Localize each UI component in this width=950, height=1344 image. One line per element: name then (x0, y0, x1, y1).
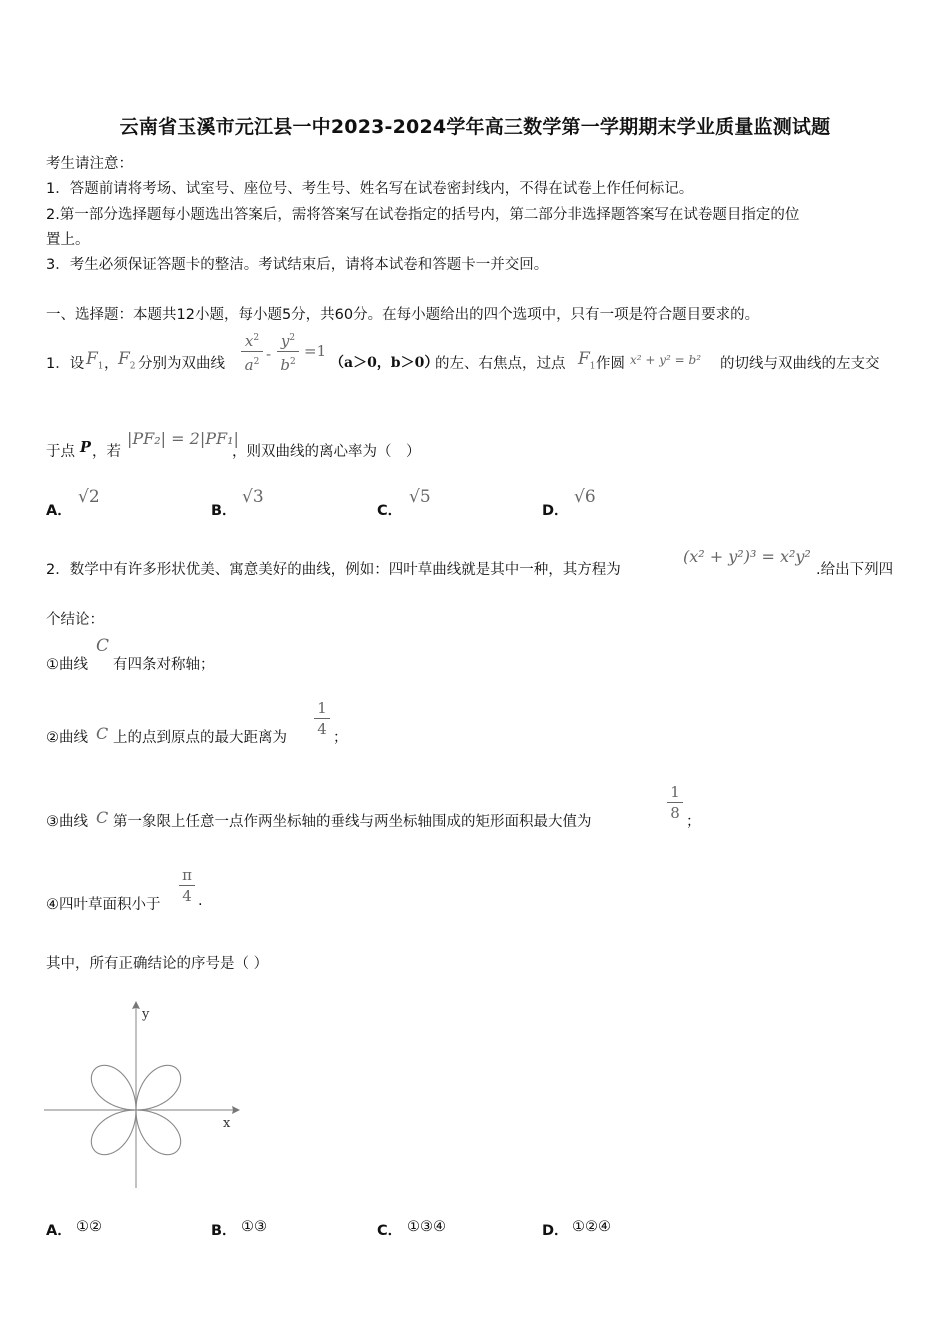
notice-item-1: 1．答题前请将考场、试室号、座位号、考生号、姓名写在试卷密封线内，不得在试卷上作任何标记。 (46, 181, 694, 197)
q2-option-c-label[interactable]: C． (377, 1223, 403, 1239)
q2-option-c-value: ①③④ (407, 1219, 446, 1235)
q2-option-b-label[interactable]: B． (211, 1223, 237, 1239)
q2-conclusion-1-text: 有四条对称轴； (113, 657, 215, 673)
page-title: 云南省玉溪市元江县一中2023-2024学年高三数学第一学期期末学业质量监测试题 (119, 116, 831, 138)
q2-conclusion-1-var: C (96, 636, 110, 656)
q1-option-c-label[interactable]: C． (377, 503, 403, 519)
q2-equation: (x² + y²)³ = x²y² (683, 547, 811, 566)
notice-item-3: 3．考生必须保证答题卡的整洁。考试结束后，请将本试卷和答题卡一并交回。 (46, 257, 549, 273)
q1-equals-one: =1 (304, 342, 327, 360)
q1-text-tangent: 的切线与双曲线的左支交 (720, 356, 880, 372)
q1-minus: - (266, 345, 272, 363)
q2-conclusion-3-fraction: 1 8 (667, 783, 683, 822)
q2-ask: 其中，所有正确结论的序号是（ ） (46, 956, 269, 972)
q2-conclusion-3-lead: ③曲线 (46, 814, 88, 830)
y-axis-label: y (142, 1007, 150, 1022)
x-axis-arrow (232, 1106, 240, 1114)
q2-conclusion-3-var: C (96, 808, 109, 827)
q1-text-foci: 的左、右焦点，过点 (435, 356, 566, 372)
q1-line2-if: ，若 (92, 444, 121, 460)
q1-fraction-y: $y^2$ $b^2$ (277, 329, 299, 374)
q2-conclusion-2-lead: ②曲线 (46, 730, 88, 746)
q2-conclusion-3-end: ； (686, 814, 701, 830)
q1-condition-ab: （a＞0，b＞0） (330, 355, 439, 371)
q1-f1: $F_1$ (86, 349, 104, 372)
q1-point-p: P (80, 439, 91, 456)
q2-option-a-label[interactable]: A． (46, 1223, 72, 1239)
x-axis-label: x (223, 1116, 231, 1131)
q1-option-a-label[interactable]: A． (46, 503, 72, 519)
q2-conclusion-2-end: ； (333, 730, 348, 746)
q1-text-hyperbola: 分别为双曲线 (138, 356, 225, 372)
q1-f2: $F_2$ (118, 349, 136, 372)
q1-comma: ， (104, 356, 119, 372)
q1-option-d-label[interactable]: D． (542, 503, 569, 519)
q1-option-c-value: √5 (409, 487, 431, 507)
q2-lead-end: .给出下列四 (816, 562, 894, 578)
notice-item-2-cont: 置上。 (46, 232, 90, 248)
q1-f1-point: $F_1$ (578, 349, 596, 372)
q2-option-d-value: ①②④ (572, 1219, 611, 1235)
q2-option-d-label[interactable]: D． (542, 1223, 569, 1239)
q2-conclusion-3-text: 第一象限上任意一点作两坐标轴的垂线与两坐标轴围成的矩形面积最大值为 (113, 814, 592, 830)
q1-option-b-label[interactable]: B． (211, 503, 237, 519)
notice-item-2: 2.第一部分选择题每小题选出答案后，需将答案写在试卷指定的括号内，第二部分非选择题答案写在试卷题目指定的位 (46, 207, 800, 223)
q1-lead: 1．设 (46, 356, 85, 372)
q1-fraction-x: $x^2$ $a^2$ (241, 329, 263, 374)
q1-option-d-value: √6 (574, 487, 596, 507)
q2-conclusion-4-end: . (198, 893, 203, 909)
q2-conclusion-4-lead: ④四叶草面积小于 (46, 897, 161, 913)
q2-line2: 个结论： (46, 612, 104, 628)
q2-option-b-value: ①③ (241, 1219, 267, 1235)
q1-distance-condition: |PF₂| = 2|PF₁| (127, 429, 239, 448)
q2-lead: 2．数学中有许多形状优美、寓意美好的曲线，例如：四叶草曲线就是其中一种，其方程为 (46, 562, 621, 578)
q1-text-circle: 作圆 (596, 356, 625, 372)
q2-conclusion-2-var: C (96, 724, 109, 743)
section-header: 一、选择题：本题共12小题，每小题5分，共60分。在每小题给出的四个选项中，只有一项是符合题目要求的。 (46, 307, 760, 323)
q1-option-b-value: √3 (242, 487, 264, 507)
y-axis-arrow (132, 1001, 140, 1009)
q1-circle-equation: x² + y² = b² (630, 353, 702, 367)
clover-graph (40, 996, 250, 1196)
q1-option-a-value: √2 (78, 487, 100, 507)
q2-conclusion-1-lead: ①曲线 (46, 657, 88, 673)
q2-conclusion-2-text: 上的点到原点的最大距离为 (113, 730, 287, 746)
q1-line2-ask: ，则双曲线的离心率为（ ） (232, 444, 421, 460)
q1-line2-lead: 于点 (46, 444, 75, 460)
q2-option-a-value: ①② (76, 1219, 102, 1235)
q2-conclusion-2-fraction: 1 4 (314, 699, 330, 738)
q2-conclusion-4-fraction: π 4 (179, 866, 195, 905)
notice-header: 考生请注意： (46, 156, 133, 172)
clover-axes (44, 1001, 240, 1188)
